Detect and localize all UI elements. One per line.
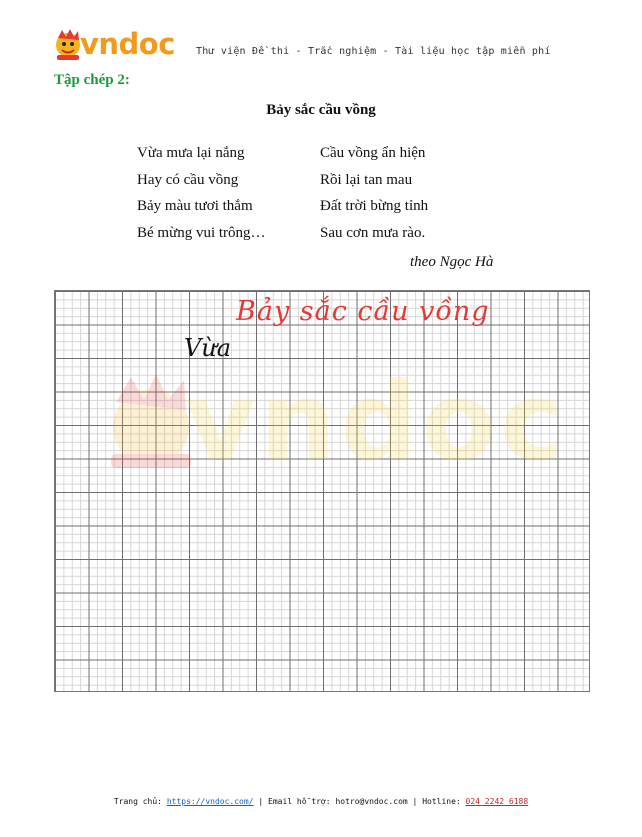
footer-home-link[interactable]: https://vndoc.com/ <box>166 797 254 806</box>
poem-line: Rồi lại tan mau <box>320 171 413 188</box>
poem-line: Đất trời bừng tỉnh <box>320 198 429 214</box>
poem-line: Hay có cầu vồng <box>137 171 239 188</box>
footer-hotline[interactable]: 024 2242 6188 <box>465 797 529 806</box>
poem-line: Cầu vồng ẩn hiện <box>320 145 426 161</box>
poem-line: Bảy màu tươi thắm <box>137 198 253 214</box>
footer-separator: | <box>412 797 418 806</box>
poem-line: Sau cơn mưa rào. <box>320 224 426 241</box>
footer-separator: | <box>258 797 264 806</box>
poem-right-column <box>320 140 428 246</box>
cursive-sample-title: Bảy sắc cầu vồng <box>236 296 490 327</box>
footer-email: hotro@vndoc.com <box>335 797 408 806</box>
page-footer <box>0 797 642 806</box>
poem-line: Vừa mưa lại nắng <box>137 145 245 161</box>
footer-hotline-label: Hotline: <box>422 797 461 806</box>
watermark-text: vndoc <box>185 360 568 485</box>
footer-email-label: Email hỗ trợ: <box>268 797 331 806</box>
site-tagline: Thư viện Đề thi - Trắc nghiệm - Tài liệu học tập miễn phí <box>196 46 551 57</box>
footer-home-label: Trang chủ: <box>113 797 162 806</box>
cursive-sample-word: Vừa <box>184 334 232 362</box>
poem-author: theo Ngọc Hà <box>410 254 494 270</box>
poem-title: Bảy sắc cầu vồng <box>266 102 376 118</box>
brand-name: vndoc <box>80 27 175 61</box>
poem-left-column <box>137 140 266 246</box>
poem-line: Bé mừng vui trông… <box>137 224 266 241</box>
section-label: Tập chép 2: <box>54 72 130 88</box>
handwriting-grid <box>54 290 590 692</box>
